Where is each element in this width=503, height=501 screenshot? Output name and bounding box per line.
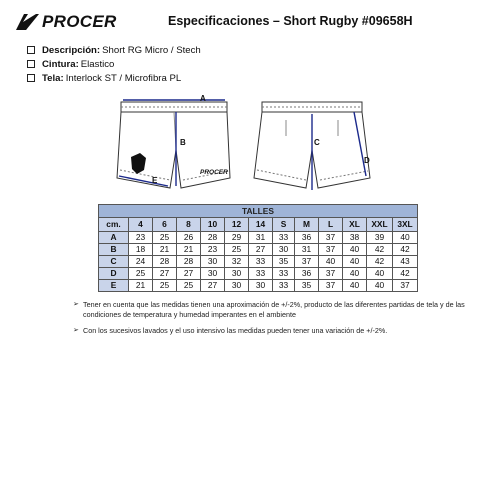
table-cell: 30 <box>225 280 249 292</box>
column-header: M <box>295 218 319 232</box>
table-cell: 28 <box>177 256 201 268</box>
size-table <box>98 204 418 292</box>
table-cell: 25 <box>177 280 201 292</box>
column-header: 14 <box>249 218 273 232</box>
arrow-bullet-icon: ➢ <box>73 327 79 334</box>
table-cell: 36 <box>295 232 319 244</box>
measure-label-a: A <box>200 94 206 103</box>
column-header: cm. <box>99 218 129 232</box>
column-header: XL <box>343 218 367 232</box>
table-row <box>99 268 418 280</box>
column-header: S <box>273 218 295 232</box>
spec-label: Cintura: <box>42 58 79 70</box>
back-measure-lines <box>312 112 366 190</box>
front-emblem-icon <box>131 153 146 174</box>
measure-label-b: B <box>180 138 186 147</box>
arrow-bullet-icon: ➢ <box>73 301 79 308</box>
table-cell: 40 <box>319 256 343 268</box>
spec-value: Short RG Micro / Stech <box>102 44 201 56</box>
spec-item-waist <box>27 57 201 71</box>
table-cell: 42 <box>393 268 418 280</box>
column-header: 8 <box>177 218 201 232</box>
column-header: 12 <box>225 218 249 232</box>
table-cell: 39 <box>367 232 393 244</box>
column-header: L <box>319 218 343 232</box>
table-cell: 37 <box>319 232 343 244</box>
table-row <box>99 256 418 268</box>
table-cell: 25 <box>225 244 249 256</box>
table-cell: 33 <box>249 268 273 280</box>
table-cell: 40 <box>367 268 393 280</box>
table-cell: 42 <box>393 244 418 256</box>
table-cell: 38 <box>343 232 367 244</box>
front-logo-text: PROCER <box>200 169 228 176</box>
spec-label: Tela: <box>42 72 64 84</box>
brand-mark-icon <box>14 12 40 32</box>
spec-list <box>27 43 201 85</box>
table-cell: 31 <box>249 232 273 244</box>
table-cell: 29 <box>225 232 249 244</box>
table-cell: 30 <box>249 280 273 292</box>
table-cell: 30 <box>273 244 295 256</box>
checkbox-icon <box>27 74 35 82</box>
measure-label-e: E <box>152 176 158 185</box>
table-cell: 33 <box>273 280 295 292</box>
table-cell: 36 <box>295 268 319 280</box>
table-cell: 30 <box>225 268 249 280</box>
table-cell: 33 <box>249 256 273 268</box>
table-cell: 42 <box>367 244 393 256</box>
table-cell: 35 <box>273 256 295 268</box>
checkbox-icon <box>27 60 35 68</box>
table-cell: 25 <box>153 232 177 244</box>
brand-name: PROCER <box>42 12 117 31</box>
table-header-row <box>99 218 418 232</box>
table-row <box>99 280 418 292</box>
technical-drawing <box>0 90 503 200</box>
row-label: E <box>99 280 129 292</box>
table-cell: 27 <box>201 280 225 292</box>
note-item <box>73 300 493 319</box>
notes <box>73 300 493 343</box>
table-cell: 42 <box>367 256 393 268</box>
table-cell: 31 <box>295 244 319 256</box>
table-row <box>99 232 418 244</box>
table-cell: 26 <box>177 232 201 244</box>
table-cell: 37 <box>319 268 343 280</box>
row-label: B <box>99 244 129 256</box>
table-cell: 27 <box>177 268 201 280</box>
table-cell: 37 <box>295 256 319 268</box>
spec-item-description <box>27 43 201 57</box>
table-cell: 33 <box>273 268 295 280</box>
checkbox-icon <box>27 46 35 54</box>
column-header: 3XL <box>393 218 418 232</box>
table-cell: 21 <box>177 244 201 256</box>
column-header: 10 <box>201 218 225 232</box>
table-cell: 37 <box>393 280 418 292</box>
note-text: Tener en cuenta que las medidas tienen una aproximación de +/-2%, producto de las diferentes partidas de tela y de las condiciones de temperatura y humedad imperantes en el ambiente <box>83 300 465 319</box>
column-header: 6 <box>153 218 177 232</box>
table-cell: 23 <box>201 244 225 256</box>
column-header: XXL <box>367 218 393 232</box>
measure-label-c: C <box>314 138 320 147</box>
table-cell: 25 <box>153 280 177 292</box>
spec-value: Interlock ST / Microfibra PL <box>65 72 182 84</box>
table-cell: 40 <box>343 280 367 292</box>
spec-item-fabric <box>27 71 201 85</box>
row-label: A <box>99 232 129 244</box>
brand-logo <box>14 11 117 33</box>
table-cell: 21 <box>153 244 177 256</box>
table-cell: 33 <box>273 232 295 244</box>
table-cell: 40 <box>343 244 367 256</box>
table-cell: 28 <box>201 232 225 244</box>
spec-label: Descripción: <box>42 44 101 56</box>
page-title: Especificaciones – Short Rugby #09658H <box>168 14 413 28</box>
table-cell: 40 <box>343 256 367 268</box>
spec-value: Elastico <box>80 58 115 70</box>
table-cell: 30 <box>201 256 225 268</box>
table-row <box>99 244 418 256</box>
table-cell: 24 <box>129 256 153 268</box>
table-cell: 25 <box>129 268 153 280</box>
table-cell: 35 <box>295 280 319 292</box>
row-label: D <box>99 268 129 280</box>
table-cell: 40 <box>393 232 418 244</box>
table-cell: 30 <box>201 268 225 280</box>
table-cell: 43 <box>393 256 418 268</box>
table-cell: 37 <box>319 244 343 256</box>
table-title: TALLES <box>99 205 418 218</box>
measure-label-d: D <box>364 156 370 165</box>
table-cell: 18 <box>129 244 153 256</box>
column-header: 4 <box>129 218 153 232</box>
table-cell: 40 <box>367 280 393 292</box>
table-cell: 23 <box>129 232 153 244</box>
table-cell: 37 <box>319 280 343 292</box>
row-label: C <box>99 256 129 268</box>
table-cell: 40 <box>343 268 367 280</box>
table-cell: 32 <box>225 256 249 268</box>
note-text: Con los sucesivos lavados y el uso intensivo las medidas pueden tener una variación de +/-2%. <box>83 326 388 335</box>
table-cell: 27 <box>249 244 273 256</box>
table-cell: 21 <box>129 280 153 292</box>
table-cell: 28 <box>153 256 177 268</box>
note-item <box>73 326 493 336</box>
table-cell: 27 <box>153 268 177 280</box>
